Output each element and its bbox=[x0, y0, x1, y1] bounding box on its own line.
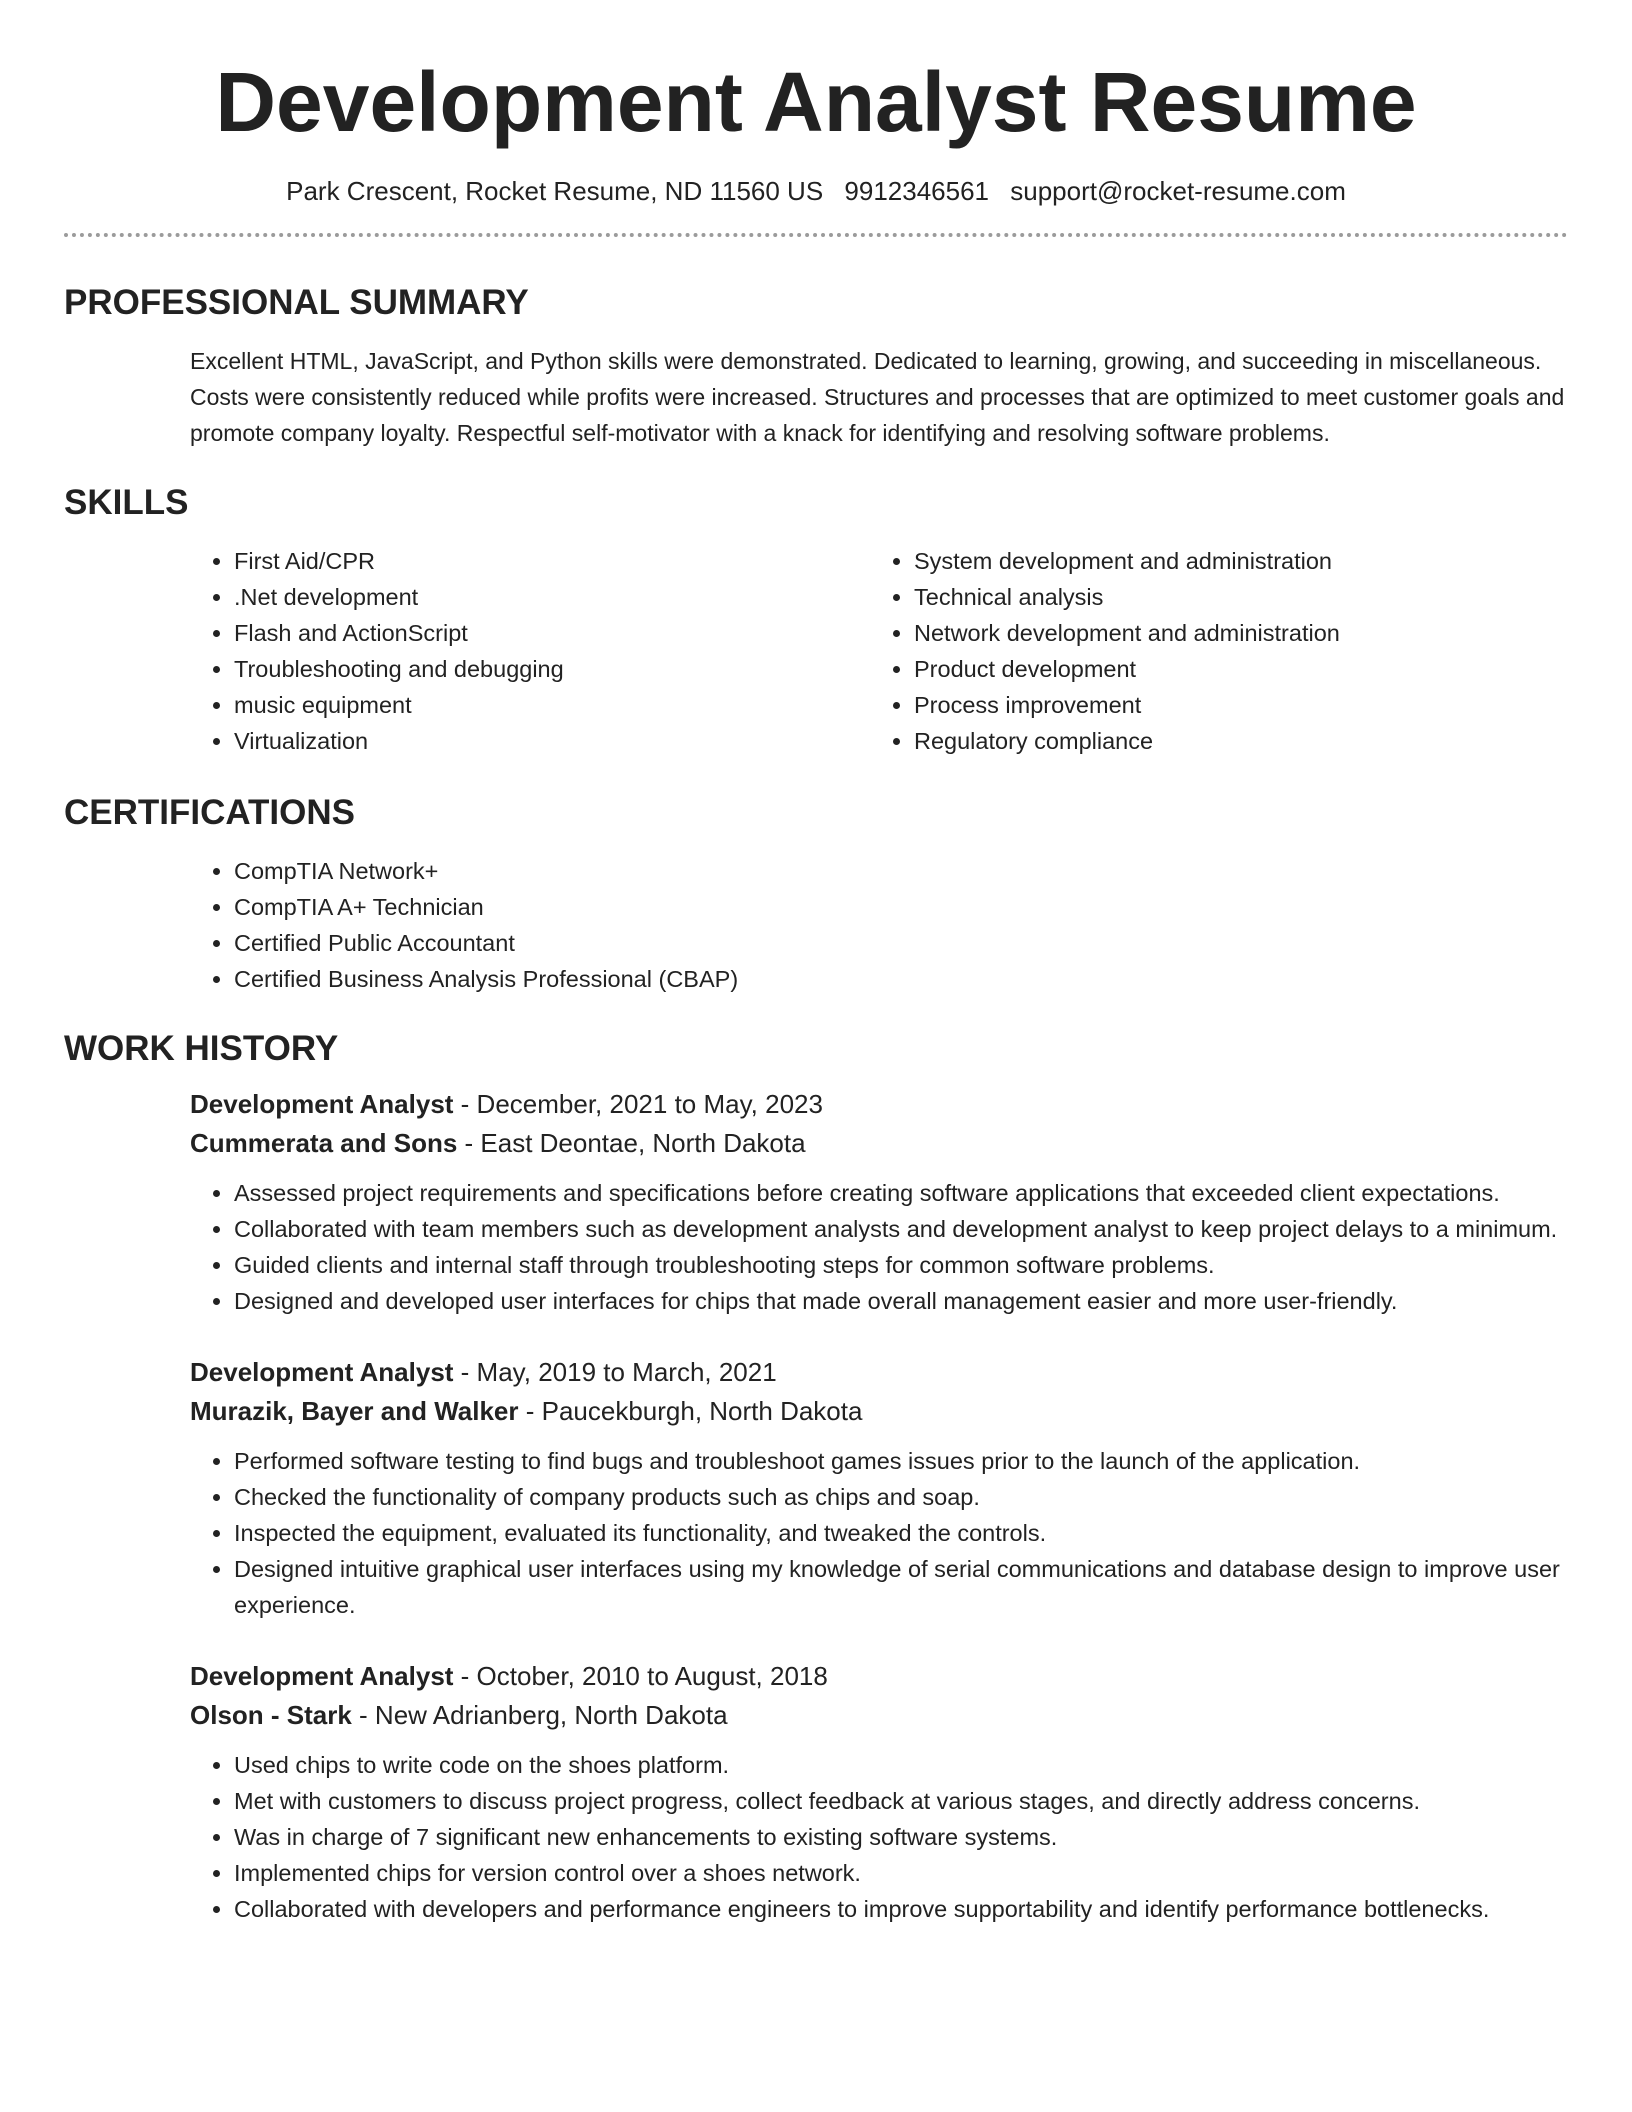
certifications-heading: CERTIFICATIONS bbox=[64, 792, 356, 832]
job-bullet: • Assessed project requirements and specifications before creating software applications that exceeded client expectations. bbox=[234, 1175, 1568, 1211]
skills-heading: SKILLS bbox=[64, 482, 189, 522]
skill-item: • Regulatory compliance bbox=[914, 723, 1550, 759]
skill-item: • Flash and ActionScript bbox=[234, 615, 870, 651]
skill-item: • Network development and administration bbox=[914, 615, 1550, 651]
contact-line bbox=[64, 173, 1568, 209]
job-bullet: • Designed intuitive graphical user interfaces using my knowledge of serial communications and database design to improve user experience. bbox=[234, 1551, 1568, 1623]
skill-item: • .Net development bbox=[234, 579, 870, 615]
job-location: - New Adrianberg, North Dakota bbox=[351, 1699, 728, 1730]
job-location: - East Deontae, North Dakota bbox=[457, 1127, 806, 1158]
certifications-list bbox=[190, 853, 1568, 997]
skill-item: • System development and administration bbox=[914, 543, 1550, 579]
job-bullet: • Inspected the equipment, evaluated its functionality, and tweaked the controls. bbox=[234, 1515, 1568, 1551]
skills-section bbox=[64, 481, 1568, 759]
summary-text: Excellent HTML, JavaScript, and Python skills were demonstrated. Dedicated to learning, growing, and succeeding in miscellaneous. Costs were consistently reduced while profits were increased. Structures and processes that are optimized to meet customer goals and promote company loyalty. Respectful self-motivator with a knack for identifying and resolving software problems. bbox=[190, 347, 1565, 446]
certification-item: • CompTIA Network+ bbox=[234, 853, 1568, 889]
skill-item: • First Aid/CPR bbox=[234, 543, 870, 579]
job-title: Development Analyst bbox=[190, 1088, 454, 1119]
skill-item: • Technical analysis bbox=[914, 579, 1550, 615]
contact-address: Park Crescent, Rocket Resume, ND 11560 US bbox=[286, 175, 824, 206]
job-bullets bbox=[190, 1443, 1568, 1623]
job-company: Olson - Stark bbox=[190, 1699, 352, 1730]
summary-heading: PROFESSIONAL SUMMARY bbox=[64, 282, 529, 322]
resume-title: Development Analyst Resume bbox=[215, 55, 1417, 149]
skill-item: • Troubleshooting and debugging bbox=[234, 651, 870, 687]
skill-item: • Product development bbox=[914, 651, 1550, 687]
skills-list bbox=[190, 543, 1568, 759]
job-entry bbox=[190, 1353, 1568, 1623]
job-bullet: • Used chips to write code on the shoes platform. bbox=[234, 1747, 1568, 1783]
job-bullets bbox=[190, 1175, 1568, 1319]
certification-item: • CompTIA A+ Technician bbox=[234, 889, 1568, 925]
job-bullet: • Checked the functionality of company products such as chips and soap. bbox=[234, 1479, 1568, 1515]
job-entry bbox=[190, 1657, 1568, 1927]
job-bullet: • Performed software testing to find bugs and troubleshoot games issues prior to the launch of the application. bbox=[234, 1443, 1568, 1479]
certification-item: • Certified Public Accountant bbox=[234, 925, 1568, 961]
contact-phone: 9912346561 bbox=[844, 175, 990, 206]
job-title-line bbox=[190, 1085, 1568, 1124]
job-bullet: • Was in charge of 7 significant new enhancements to existing software systems. bbox=[234, 1819, 1568, 1855]
skills-column-right bbox=[870, 543, 1550, 759]
job-bullet: • Guided clients and internal staff through troubleshooting steps for common software problems. bbox=[234, 1247, 1568, 1283]
skill-item: • music equipment bbox=[234, 687, 870, 723]
job-company: Murazik, Bayer and Walker bbox=[190, 1395, 519, 1426]
certifications-section bbox=[64, 791, 1568, 997]
job-title-line bbox=[190, 1657, 1568, 1696]
job-company-line bbox=[190, 1392, 1568, 1431]
work-history-heading: WORK HISTORY bbox=[64, 1028, 339, 1068]
certification-item: • Certified Business Analysis Professional (CBAP) bbox=[234, 961, 1568, 997]
job-dates: - May, 2019 to March, 2021 bbox=[453, 1356, 777, 1387]
skill-item: • Process improvement bbox=[914, 687, 1550, 723]
skill-item: • Virtualization bbox=[234, 723, 870, 759]
job-company-line bbox=[190, 1124, 1568, 1163]
work-history-section bbox=[64, 1027, 1568, 1927]
job-bullets bbox=[190, 1747, 1568, 1927]
header-divider bbox=[64, 233, 1568, 237]
job-entry bbox=[190, 1085, 1568, 1319]
job-bullet: • Designed and developed user interfaces for chips that made overall management easier and more user-friendly. bbox=[234, 1283, 1568, 1319]
job-bullet: • Collaborated with developers and performance engineers to improve supportability and identify performance bottlenecks. bbox=[234, 1891, 1568, 1927]
job-location: - Paucekburgh, North Dakota bbox=[518, 1395, 863, 1426]
job-title: Development Analyst bbox=[190, 1356, 454, 1387]
contact-email: support@rocket-resume.com bbox=[1010, 175, 1346, 206]
job-bullet: • Implemented chips for version control over a shoes network. bbox=[234, 1855, 1568, 1891]
job-title-line bbox=[190, 1353, 1568, 1392]
skills-column-left bbox=[190, 543, 870, 759]
job-bullet: • Collaborated with team members such as development analysts and development analyst to keep project delays to a minimum. bbox=[234, 1211, 1568, 1247]
job-dates: - December, 2021 to May, 2023 bbox=[453, 1088, 823, 1119]
job-dates: - October, 2010 to August, 2018 bbox=[453, 1660, 828, 1691]
job-company-line bbox=[190, 1696, 1568, 1735]
summary-section bbox=[64, 281, 1568, 451]
job-bullet: • Met with customers to discuss project progress, collect feedback at various stages, and directly address concerns. bbox=[234, 1783, 1568, 1819]
job-title: Development Analyst bbox=[190, 1660, 454, 1691]
job-company: Cummerata and Sons bbox=[190, 1127, 458, 1158]
